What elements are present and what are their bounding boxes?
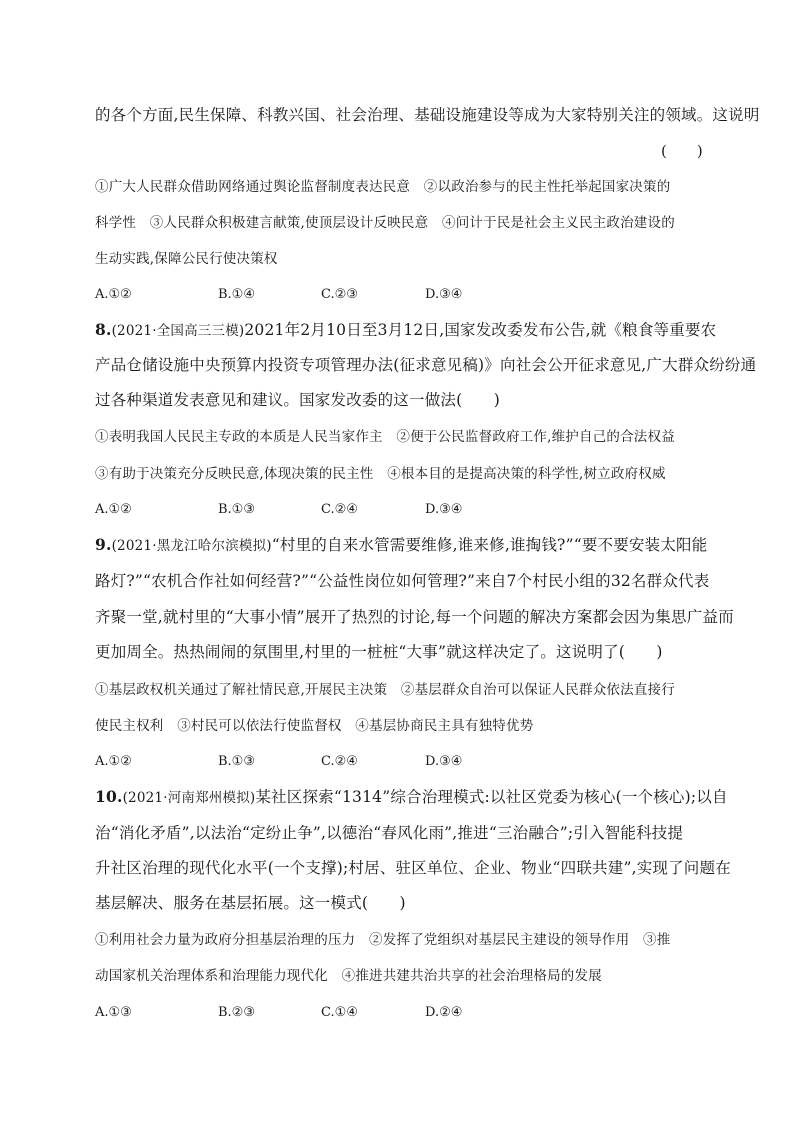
q10-stem-line-1 (95, 787, 728, 808)
q7-option-line-3: 生动实践,保障公民行使决策权 (95, 251, 278, 267)
q7-choice-c[interactable]: C.②③ (321, 287, 358, 302)
q8-stem-line-3: 过各种渠道发表意见和建议。国家发改委的这一做法( ) (95, 391, 500, 409)
q7-answer-paren: ( ) (661, 142, 703, 160)
q7-option-line-2: 科学性 ③人民群众积极建言献策,使顶层设计反映民意 ④问计于民是社会主义民主政治建设的 (95, 215, 675, 231)
q10-text-1: 某社区探索“1314”综合治理模式:以社区党委为核心(一个核心);以自 (255, 788, 728, 806)
q9-option-line-1: ①基层政权机关通过了解社情民意,开展民主决策 ②基层群众自治可以保证人民群众依法直接行 (95, 682, 675, 698)
q9-source: (2021·黑龙江哈尔滨模拟) (111, 538, 272, 554)
q10-stem-line-4: 基层解决、服务在基层拓展。这一模式( ) (95, 894, 406, 912)
q10-number: 10. (95, 787, 123, 806)
q8-choice-a[interactable]: A.①② (95, 502, 132, 517)
q8-text-1: 2021年2月10日至3月12日,国家发改委发布公告,就《粮食等重要农 (244, 321, 717, 339)
q7-option-line-1: ①广大人民群众借助网络通过舆论监督制度表达民意 ②以政治参与的民主性托举起国家决策的 (95, 179, 671, 195)
q7-choice-b[interactable]: B.①④ (218, 287, 255, 302)
q9-stem-line-3: 齐聚一堂,就村里的“大事小情”展开了热烈的讨论,每一个问题的解决方案都会因为集思广益而 (95, 608, 734, 626)
q10-option-line-1: ①利用社会力量为政府分担基层治理的压力 ②发挥了党组织对基层民主建设的领导作用 ③推 (95, 932, 671, 948)
q8-stem-line-2: 产品仓储设施中央预算内投资专项管理办法(征求意见稿)》向社会公开征求意见,广大群众纷纷通 (95, 356, 757, 374)
q10-choice-b[interactable]: B.②③ (218, 1005, 255, 1020)
q9-choice-b[interactable]: B.①③ (218, 754, 255, 769)
q9-stem-line-4: 更加周全。热热闹闹的氛围里,村里的一桩桩“大事”就这样决定了。这说明了( ) (95, 643, 663, 661)
q9-choice-c[interactable]: C.②④ (321, 754, 358, 769)
q10-stem-line-2: 治“消化矛盾”,以法治“定纷止争”,以德治“春风化雨”,推进“三治融合”;引入智能科技提 (95, 824, 684, 842)
q7-stem-tail: 的各个方面,民生保障、科教兴国、社会治理、基础设施建设等成为大家特别关注的领域。这说明 (95, 106, 760, 124)
q8-option-line-1: ①表明我国人民民主专政的本质是人民当家作主 ②便于公民监督政府工作,维护自己的合法权益 (95, 429, 675, 445)
q10-choice-c[interactable]: C.①④ (321, 1005, 358, 1020)
q10-choice-a[interactable]: A.①③ (95, 1005, 132, 1020)
q8-source: (2021·全国高三三模) (111, 323, 245, 339)
q8-choice-d[interactable]: D.③④ (425, 502, 463, 517)
q9-text-1: “村里的自来水管需要维修,谁来修,谁掏钱?”“要不要安装太阳能 (271, 536, 708, 554)
q7-choice-a[interactable]: A.①② (95, 287, 132, 302)
q10-choice-d[interactable]: D.②④ (425, 1005, 463, 1020)
q9-stem-line-2: 路灯?”“农机合作社如何经营?”“公益性岗位如何管理?”来自7个村民小组的32名群众代表 (95, 572, 710, 590)
q10-stem-line-3: 升社区治理的现代化水平(一个支撑);村居、驻区单位、企业、物业“四联共建”,实现了问题在 (95, 859, 731, 877)
q10-option-line-2: 动国家机关治理体系和治理能力现代化 ④推进共建共治共享的社会治理格局的发展 (95, 968, 602, 984)
q9-option-line-2: 使民主权利 ③村民可以依法行使监督权 ④基层协商民主具有独特优势 (95, 718, 534, 734)
q10-source: (2021·河南郑州模拟) (122, 790, 256, 806)
q9-number: 9. (95, 535, 112, 554)
q8-option-line-2: ③有助于决策充分反映民意,体现决策的民主性 ④根本目的是提高决策的科学性,树立政府权威 (95, 466, 666, 482)
q9-choice-a[interactable]: A.①② (95, 754, 132, 769)
q9-choice-d[interactable]: D.③④ (425, 754, 463, 769)
q8-choice-b[interactable]: B.①③ (218, 502, 255, 517)
q8-choice-c[interactable]: C.②④ (321, 502, 358, 517)
q8-stem-line-1 (95, 320, 717, 341)
q7-choice-d[interactable]: D.③④ (425, 287, 463, 302)
q8-number: 8. (95, 320, 112, 339)
q9-stem-line-1 (95, 535, 708, 556)
